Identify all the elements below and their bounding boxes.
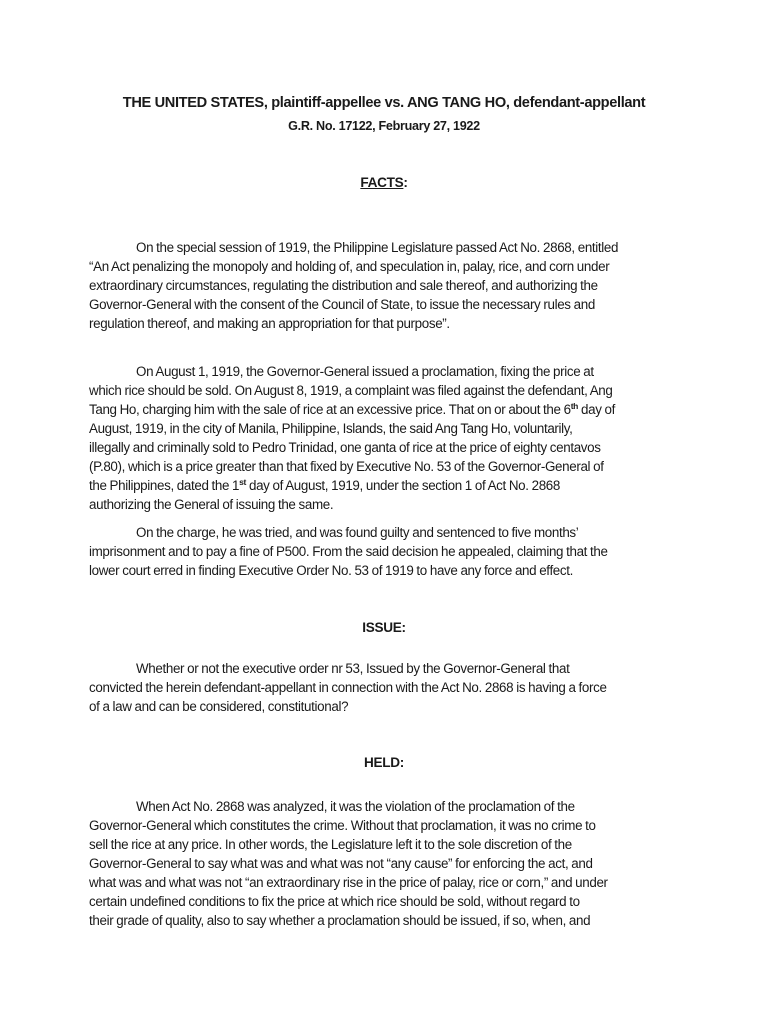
text-line: of a law and can be considered, constitutional? [89,699,349,714]
text-line: Governor-General with the consent of the Council of State, to issue the necessary rules and [89,297,595,312]
text-line: Governor-General to say what was and what was not “any cause” for enforcing the act, and [89,856,593,871]
held-heading: HELD: [363,755,405,770]
issue-paragraph [89,659,679,716]
text-line: (P.80), which is a price greater than that fixed by Executive No. 53 of the Governor-General of [89,459,604,474]
facts-paragraph-2 [89,362,679,514]
text-line-with-superscript [89,400,679,419]
ordinal-superscript: th [570,401,579,411]
text-line: their grade of quality, also to say whether a proclamation should be issued, if so, when, and [89,913,591,928]
text-segment: Tang Ho, charging him with the sale of rice at an excessive price. That on or about the 6 [89,402,571,417]
text-line: illegally and criminally sold to Pedro Trinidad, one ganta of rice at the price of eighty centavos [89,440,601,455]
facts-heading [60,175,708,190]
facts-paragraph-3 [89,523,679,580]
text-line: regulation thereof, and making an appropriation for that purpose”. [89,316,450,331]
text-line: convicted the herein defendant-appellant in connection with the Act No. 2868 is having a force [89,680,607,695]
text-segment: day of [578,402,615,417]
text-line: On August 1, 1919, the Governor-General issued a proclamation, fixing the price at [136,364,594,379]
text-line: authorizing the General of issuing the same. [89,497,334,512]
ordinal-superscript: st [239,477,247,487]
facts-paragraph-1 [89,238,679,333]
text-segment: the Philippines, dated the 1 [89,478,240,493]
text-line: “An Act penalizing the monopoly and holding of, and speculation in, palay, rice, and corn under [89,259,610,274]
text-line: which rice should be sold. On August 8, 1919, a complaint was filed against the defendant, Ang [89,383,613,398]
text-line-with-superscript [89,476,679,495]
text-line: certain undefined conditions to fix the price at which rice should be sold, without regard to [89,894,580,909]
facts-heading-colon: : [403,175,408,190]
text-line: Whether or not the executive order nr 53, Issued by the Governor-General that [136,661,570,676]
text-line: On the charge, he was tried, and was found guilty and sentenced to five months’ [136,525,579,540]
text-line: imprisonment and to pay a fine of P500. From the said decision he appealed, claiming that the [89,544,608,559]
facts-heading-text: FACTS [360,175,404,190]
text-line: lower court erred in finding Executive Order No. 53 of 1919 to have any force and effect. [89,563,573,578]
case-citation: G.R. No. 17122, February 27, 1922 [288,119,480,133]
case-title: THE UNITED STATES, plaintiff-appellee vs. ANG TANG HO, defendant-appellant [122,95,646,111]
text-line: August, 1919, in the city of Manila, Philippine, Islands, the said Ang Tang Ho, voluntarily, [89,421,573,436]
text-line: On the special session of 1919, the Philippine Legislature passed Act No. 2868, entitled [136,240,619,255]
text-line: Governor-General which constitutes the crime. Without that proclamation, it was no crime to [89,818,596,833]
text-line: When Act No. 2868 was analyzed, it was the violation of the proclamation of the [136,799,575,814]
text-line: sell the rice at any price. In other words, the Legislature left it to the sole discretion of the [89,837,572,852]
held-paragraph [89,797,679,930]
text-segment: day of August, 1919, under the section 1 of Act No. 2868 [246,478,560,493]
issue-heading: ISSUE: [362,620,406,635]
text-line: extraordinary circumstances, regulating the distribution and sale thereof, and authorizing the [89,278,598,293]
text-line: what was and what was not “an extraordinary rise in the price of palay, rice or corn,” and under [89,875,608,890]
